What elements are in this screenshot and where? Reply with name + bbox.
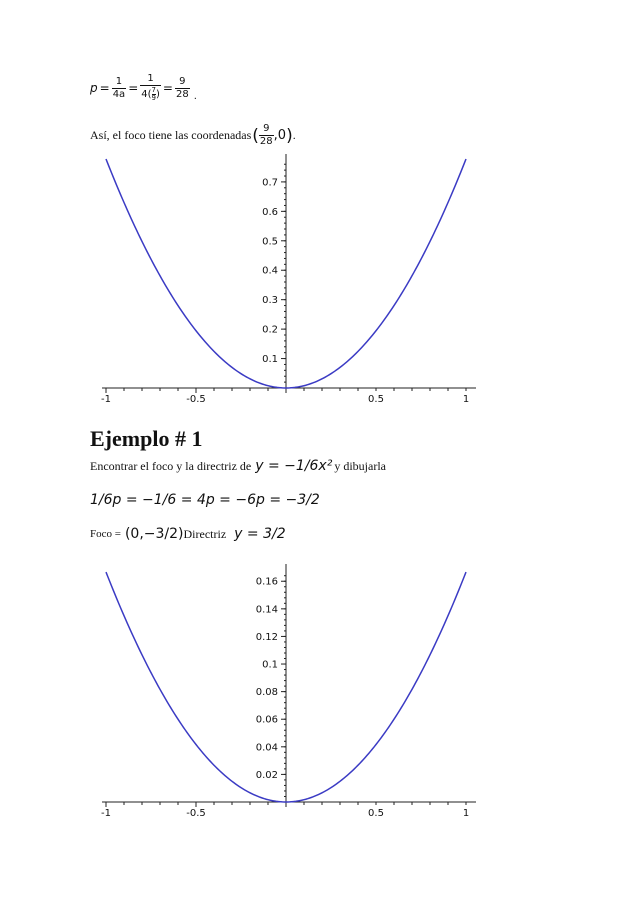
y-tick-label: 0.04: [255, 742, 278, 754]
fraction-9-over-28: [259, 124, 274, 147]
y-tick-label: 0.2: [262, 324, 278, 336]
x-tick-label: 0.5: [368, 808, 384, 819]
y-tick-label: 0.6: [262, 206, 278, 218]
equals-sign: =: [99, 81, 110, 95]
denominator-suffix: ): [155, 88, 160, 100]
y-tick-label: 0.3: [262, 295, 278, 307]
focus-sentence-text: Así, el foco tiene las coordenadas: [90, 128, 252, 142]
y-tick-label: 0.7: [262, 177, 278, 189]
y-tick-label: 0.1: [262, 659, 278, 671]
foco-label: Foco =: [90, 528, 121, 540]
fraction-denominator: 4a: [112, 88, 126, 100]
x-tick-label: -1: [101, 394, 111, 405]
directriz-label: Directriz: [183, 526, 227, 541]
y-tick-label: 0.08: [255, 687, 278, 699]
fraction-numerator: 9: [179, 75, 186, 87]
formula-p: [90, 74, 197, 102]
parabola-chart-1: [90, 150, 480, 410]
directriz-value: y = 3/2: [234, 526, 286, 542]
equals-sign: =: [128, 81, 139, 95]
fraction-1-over-4-seven-ninths: [140, 74, 161, 102]
y-tick-label: 0.12: [255, 631, 278, 643]
fraction-numerator: 1: [147, 73, 154, 84]
fraction-numerator: 1: [115, 75, 123, 87]
x-tick-label: 0.5: [368, 394, 384, 405]
x-tick-label: -1: [101, 808, 111, 819]
denominator-prefix: 4(: [141, 88, 152, 100]
close-paren: ): [286, 125, 293, 146]
fraction-bar: [140, 85, 161, 86]
section-title: Ejemplo # 1: [90, 426, 203, 451]
x-tick-label: 1: [462, 808, 470, 819]
problem-statement: [90, 458, 386, 474]
fraction-numerator: 9: [263, 123, 270, 134]
x-tick-label: -0.5: [186, 394, 206, 405]
y-tick-label: 0.14: [255, 604, 278, 616]
derivation-line: 1/6p = −1/6 = 4p = −6p = −3/2: [90, 492, 320, 508]
x-tick-label: -0.5: [186, 808, 206, 819]
x-tick-label: 1: [462, 394, 470, 405]
answer-line: [90, 526, 286, 542]
focus-coordinates: [252, 124, 292, 147]
open-paren: (: [252, 125, 259, 146]
problem-post-text: y dibujarla: [334, 458, 386, 473]
y-tick-label: 0.5: [262, 236, 278, 248]
equals-sign: =: [162, 81, 173, 95]
y-tick-label: 0.16: [255, 576, 278, 588]
inner-numerator: 7: [151, 86, 156, 94]
fraction-denominator: [140, 87, 161, 102]
parabola-chart-2: [90, 560, 480, 822]
focus-sentence: [90, 124, 296, 147]
fraction-1-over-4a: [112, 77, 127, 100]
y-tick-label: 0.02: [255, 769, 278, 781]
sentence-period: .: [292, 128, 296, 142]
problem-pre-text: Encontrar el foco y la directriz de: [90, 458, 252, 473]
inner-denominator: 9: [151, 94, 156, 102]
formula-lhs: p: [90, 81, 98, 95]
fraction-denominator: 28: [175, 88, 189, 100]
fraction-denominator: 28: [259, 136, 273, 147]
foco-value: (0,−3/2): [124, 526, 184, 542]
formula-trailing-period: .: [193, 91, 197, 102]
y-tick-label: 0.4: [262, 265, 278, 277]
coordinate-separator: ,0: [273, 128, 287, 143]
y-tick-label: 0.1: [262, 354, 278, 366]
y-tick-label: 0.06: [255, 714, 278, 726]
fraction-9-over-28: [175, 77, 190, 100]
problem-equation: y = −1/6x²: [255, 458, 333, 474]
